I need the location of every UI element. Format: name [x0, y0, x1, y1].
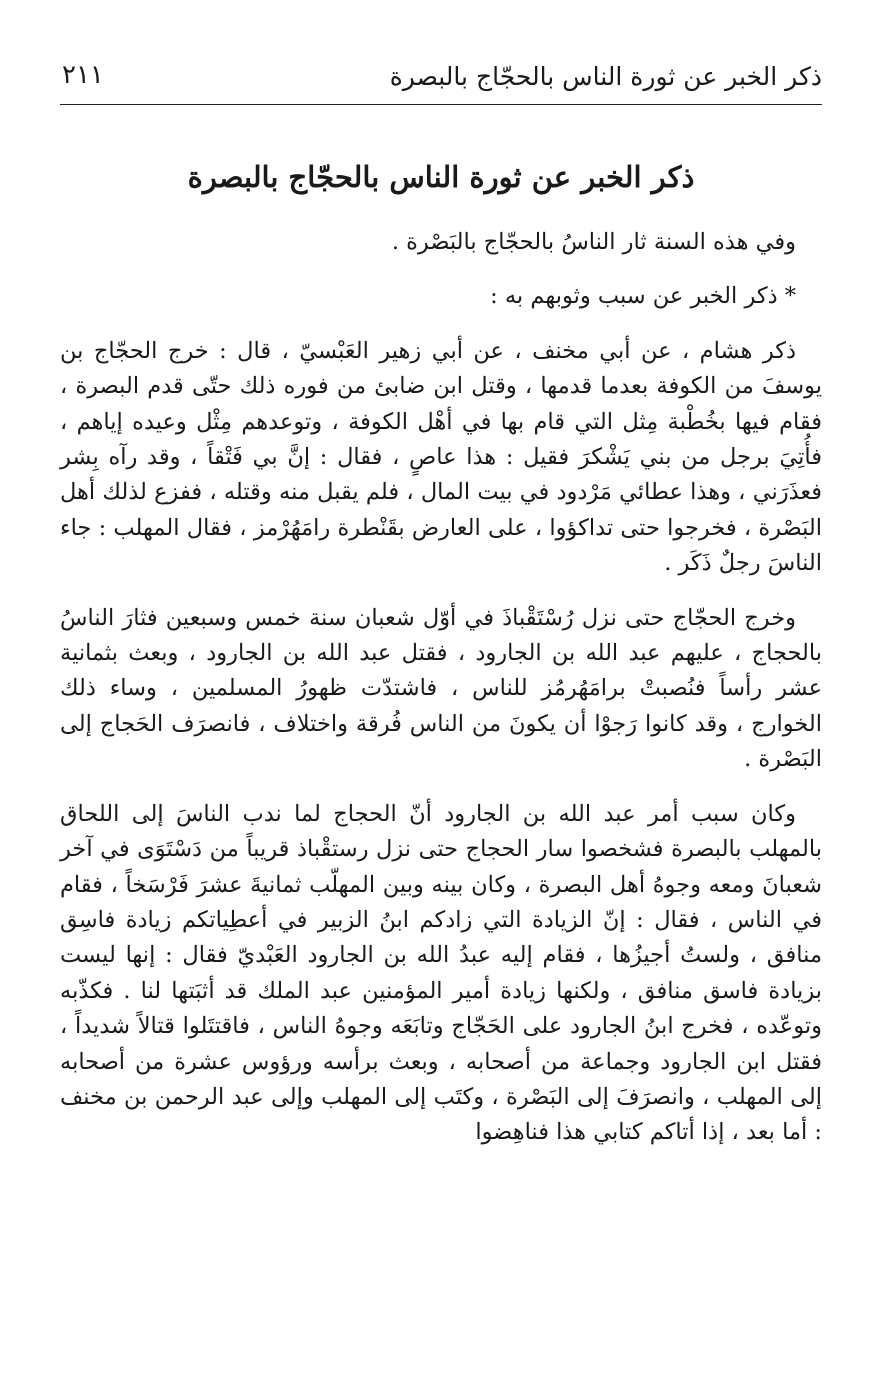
running-header-title: ذكر الخبر عن ثورة الناس بالحجّاج بالبصرة [389, 62, 822, 91]
paragraph-intro: وفي هذه السنة ثار الناسُ بالحجّاج بالبَصْرة . [391, 229, 796, 255]
chapter-title: ذكر الخبر عن ثورة الناس بالحجّاج بالبصرة [187, 160, 695, 194]
paragraph-ibn-al-jarud: وكان سبب أمر عبد الله بن الجارود أنّ الحجاج لما ندب الناسَ إلى اللحاق بالمهلب بالبصرة فشخصوا سار الحجاج حتى نزل رستقْباذ قريباً من دَسْتَوَى في آخر شعبانَ ومعه وجوهُ أهل البصرة ، وكان بينه وبين المهلّب ثمانيةَ عشرَ فَرْسَخاً ، فقام في الناس ، فقال : إنّ الزيادة التي زادكم ابنُ الزبير في أعطِياتكم زيادة فاسِق منافق ، ولستُ أجيزُها ، فقام إليه عبدُ الله بن الجارود العَبْديّ فقال : إنها ليست بزيادة فاسق منافق ، ولكنها زيادة أمير المؤمنين عبد الملك قد أثبَتها لنا . فكذّبه وتوعّده ، فخرج ابنُ الجارود على الحَجّاج وتابَعَه وجوهُ الناس ، فاقتتَلوا قتالاً شديداً ، فقتل ابن الجارود وجماعة من أصحابه ، وبعث برأسه ورؤوس عشرة من أصحابه إلى المهلب ، وانصرَفَ إلى البَصْرة ، وكتَب إلى المهلب وإلى عبد الرحمن بن مخنف : أما بعد ، إذا أتاكم كتابي هذا فناهِضوا [60, 800, 822, 1146]
paragraph-rustaqbadh: وخرج الحجّاج حتى نزل رُسْتَقْباذَ في أوّل شعبان سنة خمس وسبعين فثارَ الناسُ بالحجاج ، عليهم عبد الله بن الجارود ، فقتل عبد الله بن الجارود ، وبعث بثمانية عشر رأساً فنُصبتْ برامَهُرمُز للناس ، فاشتدّت ظهورُ المسلمين ، وساء ذلك الخوارج ، وقد كانوا رَجوْا أن يكونَ من الناس فُرقة واختلاف ، فانصرَف الحَجاج إلى البَصْرة . [60, 604, 822, 773]
running-header [60, 58, 822, 105]
paragraph-hisham-narration: ذكر هشام ، عن أبي مخنف ، عن أبي زهير العَبْسيّ ، قال : خرج الحجّاج بن يوسفَ من الكوفة بعدما قدمها ، وقتل ابن ضابئ من فوره ذلك حتّى قدم البصرة ، فقام فيها بخُطْبة مِثل التي قام بها في أهْل الكوفة ، وتوعدهم مِثْل وعيده إياهم ، فأُتِيَ برجل من بني يَشْكرَ فقيل : هذا عاصٍ ، فقال : إنَّ بي فَتْقاً ، وقد رآه بِشر فعذَرَني ، وهذا عطائي مَرْدود في بيت المال ، فلم يقبل منه وقتله ، ففزع لذلك أهل البَصْرة ، فخرجوا حتى تداكؤوا ، على العارض بقَنْطرة رامَهُرْمز ، فقال المهلب : جاء الناسَ رجلٌ ذَكَر . [60, 337, 822, 577]
body-text [60, 225, 822, 1170]
page-number: ٢١١ [62, 60, 104, 90]
paragraph-section-heading: * ذكر الخبر عن سبب وثوبهم به : [490, 283, 796, 310]
